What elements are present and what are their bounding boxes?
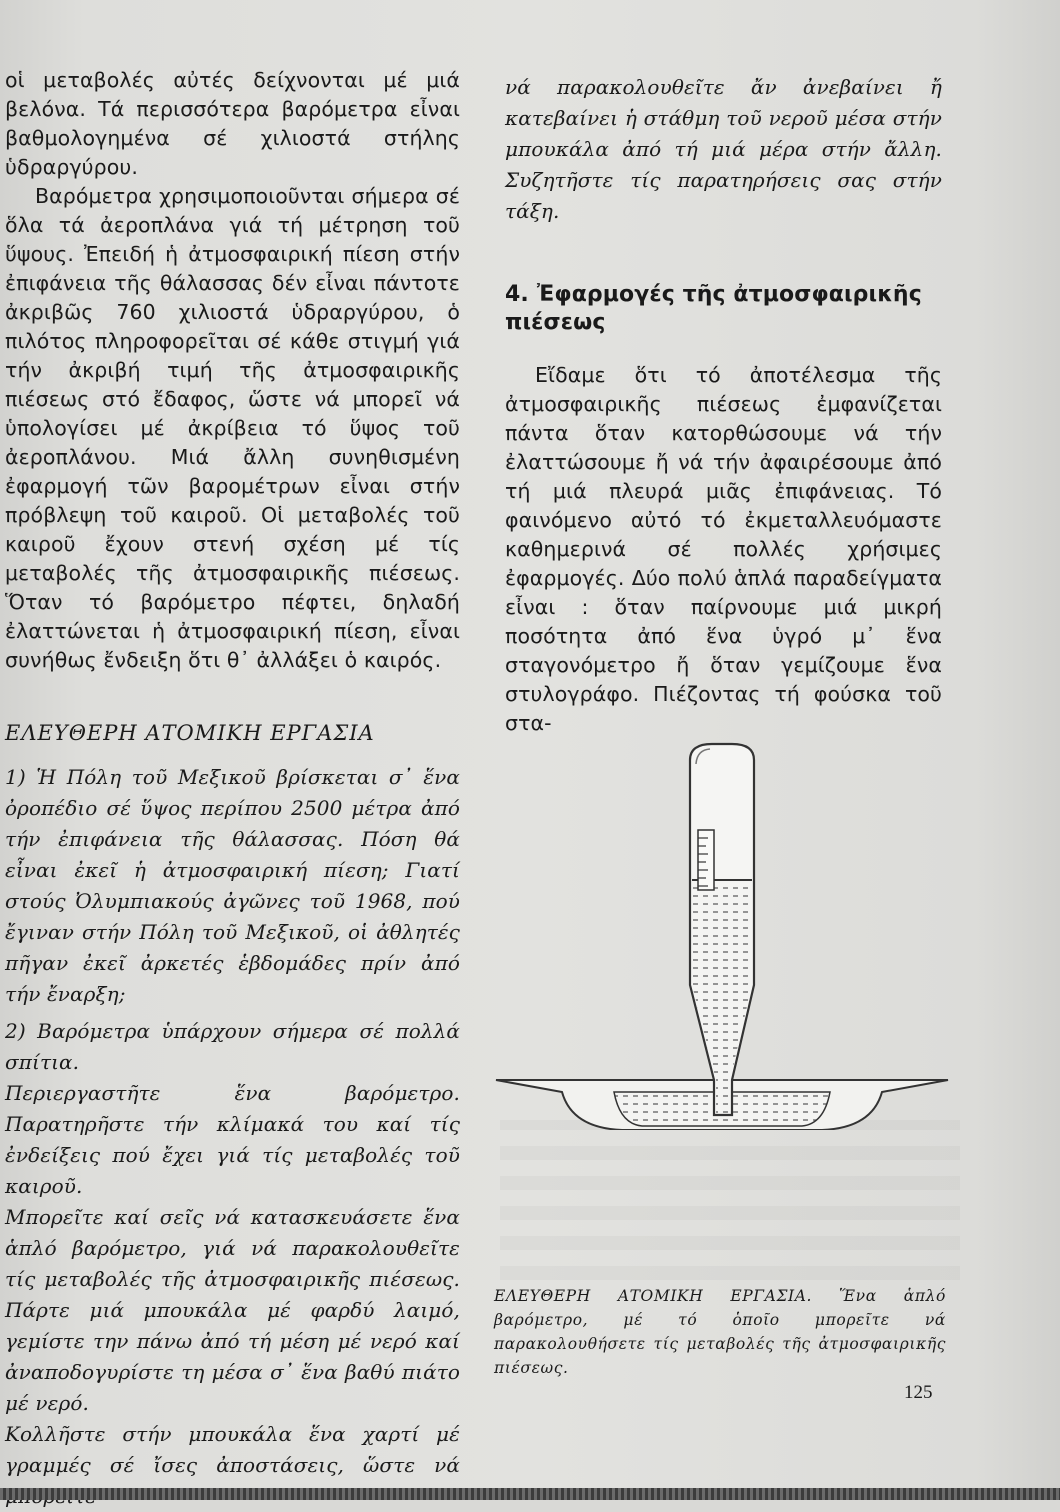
right-column xyxy=(505,72,942,738)
exercise-item-2-build: Μπορεῖτε καί σεῖς νά κατασκευάσετε ἕνα ἁπλό βαρόμετρο, γιά νά παρακολουθεῖτε τίς μεταβολές τῆς ἀτμοσφαιρικῆς πιέσεως. Πάρτε μιά μπουκάλα μέ φαρδύ λαιμό, γεμίστε την πάνω ἀπό τή μέση μέ νερό καί ἀναποδογυρίστε τη μέσα σ᾿ ἕνα βαθύ πιάτο μέ νερό. xyxy=(5,1205,460,1415)
paragraph-applications: Εἴδαμε ὅτι τό ἀποτέλεσμα τῆς ἀτμοσφαιρικῆς πιέσεως ἐμφανίζεται πάντα ὅταν κατορθώσουμε νά τήν ἐλαττώσουμε ἤ νά τήν ἀφαιρέσουμε ἀπό τή μιά πλευρά μιᾶς ἐπιφάνειας. Τό φαινόμενο αὐτό τό ἐκμεταλλευόμαστε καθημερινά σέ πολλές χρήσιμες ἐφαρμογές. Δύο πολύ ἁπλά παραδείγματα εἶναι : ὅταν παίρνουμε μιά μικρή ποσότητα ἀπό ἕνα ὑγρό μ᾿ ἕνα σταγονόμετρο ἤ ὅταν γεμίζουμε ἕνα στυλογράφο. Πιέζοντας τή φούσκα τοῦ στα- xyxy=(505,363,942,735)
paragraph-intro: οἱ μεταβολές αὐτές δείχνονται μέ μιά βελόνα. Τά περισσότερα βαρόμετρα εἶναι βαθμολογημένα σέ χιλιοστά στήλης ὑδραργύρου. xyxy=(5,68,460,179)
exercise-item-1: 1) Ἡ Πόλη τοῦ Μεξικοῦ βρίσκεται σ᾿ ἕνα ὀροπέδιο σέ ὕψος περίπου 2500 μέτρα ἀπό τήν ἐπιφάνεια τῆς θάλασσας. Πόση θά εἶναι ἐκεῖ ἡ ἀτμοσφαιρική πίεση; Γιατί στούς Ὀλυμπιακούς ἀγῶνες τοῦ 1968, πού ἔγιναν στήν Πόλη τοῦ Μεξικοῦ, οἱ ἀθλητές πῆγαν ἐκεῖ ἀρκετές ἑβδομάδες πρίν ἀπό τήν ἔναρξη; xyxy=(5,765,460,1006)
section-heading xyxy=(505,281,942,337)
section-title: Ἐφαρμογές τῆς ἀτμοσφαιρικῆς πιέσεως xyxy=(505,282,922,335)
left-column xyxy=(5,66,460,1512)
paragraph-barometer-uses: Βαρόμετρα χρησιμοποιοῦνται σήμερα σέ ὅλα τά ἀεροπλάνα γιά τή μέτρηση τοῦ ὕψους. Ἐπειδή ἡ ἀτμοσφαιρική πίεση στήν ἐπιφάνεια τῆς θάλασσας δέν εἶναι πάντοτε ἀκριβῶς 760 χιλιοστά ὑδραργύρου, ὁ πιλότος πληροφορεῖται σέ κάθε στιγμή γιά τήν ἀκριβή τιμή τῆς ἀτμοσφαιρικῆς πιέσεως στό ἔδαφος, ὥστε νά μπορεῖ νά ὑπολογίσει μέ ἀκρίβεια τό ὕψος τοῦ ἀεροπλάνου. Μιά ἄλλη συνηθισμένη ἐφαρμογή τῶν βαρομέτρων εἶναι στήν πρόβλεψη τοῦ καιροῦ. Οἱ μεταβολές τοῦ καιροῦ ἔχουν στενή σχέση μέ τίς μεταβολές τῆς ἀτμοσφαιρικῆς πιέσεως. Ὅταν τό βαρόμετρο πέφτει, δηλαδή ἐλαττώνεται ἡ ἀτμοσφαιρική πίεση, εἶναι συνήθως ἔνδειξη ὅτι θ᾿ ἀλλάξει ὁ καιρός. xyxy=(5,184,460,672)
exercise-item-2-paper: Κολλῆστε στήν μπουκάλα ἕνα χαρτί μέ γραμμές σέ ἴσες ἀποστάσεις, ὥστε νά xyxy=(5,1422,460,1477)
scan-edge xyxy=(0,1488,1060,1500)
caption-text: Ἕνα ἁπλό βαρόμετρο, μέ τό ὁποῖο μπορεῖτε νά παρακολουθήσετε τίς μεταβολές τῆς ἀτμοσφαιρικῆς πιέσεως. xyxy=(494,1287,946,1377)
caption-label: ΕΛΕΥΘΕΡΗ ΑΤΟΜΙΚΗ ΕΡΓΑΣΙΑ. xyxy=(494,1287,813,1305)
exercise-item-2: 2) Βαρόμετρα ὑπάρχουν σήμερα σέ πολλά σπίτια. xyxy=(5,1019,460,1074)
exercise-item-2-observe: Περιεργαστῆτε ἕνα βαρόμετρο. Παρατηρῆστε τήν κλίμακά του καί τίς ἐνδείξεις πού ἔχει γιά τίς μεταβολές τοῦ καιροῦ. xyxy=(5,1081,460,1198)
exercise-continuation: νά παρακολουθεῖτε ἄν ἀνεβαίνει ἤ κατεβαίνει ἡ στάθμη τοῦ νεροῦ μέσα στήν μπουκάλα ἀπό τή μιά μέρα στήν ἄλλη. Συζητῆστε τίς παρατηρήσεις σας στήν τάξη. xyxy=(505,75,942,223)
bleed-through-texture xyxy=(500,1120,960,1280)
exercise-heading: ΕΛΕΥΘΕΡΗ ΑΤΟΜΙΚΗ ΕΡΓΑΣΙΑ xyxy=(5,721,375,745)
figure-caption xyxy=(494,1284,946,1380)
barometer-illustration xyxy=(492,740,952,1130)
bottle-water xyxy=(692,880,752,1113)
section-number: 4. xyxy=(505,282,529,307)
paper-scale xyxy=(698,830,714,890)
page-number: 125 xyxy=(904,1382,933,1403)
